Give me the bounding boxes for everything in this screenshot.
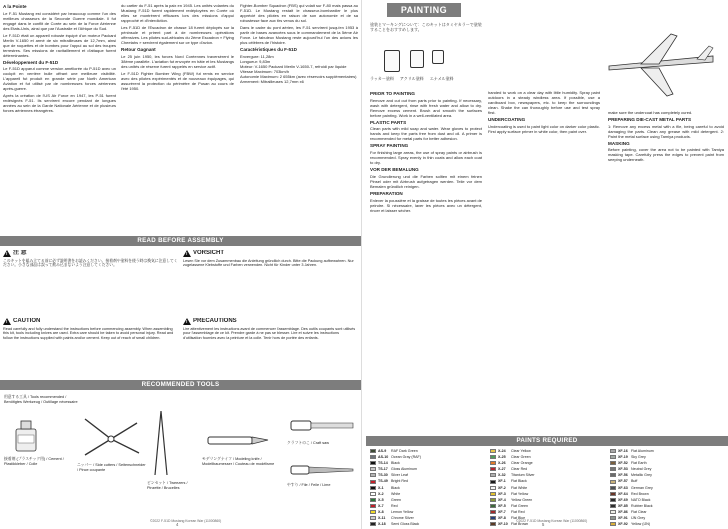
spec-item: Vitesse Maximum: 703km/h: [240, 68, 290, 74]
left-page: [0, 0, 362, 529]
plastic-parts-text: Clean parts with mild soap and water. Wear gloves to protect hands and keep the parts free from dust and oil. A primer is recommended for metal parts for better adhesion.: [370, 126, 482, 142]
paint-code: X-27: [498, 467, 506, 472]
prior-to-painting-heading: PRIOR TO PAINTING: [370, 91, 416, 96]
paint-code: XF-4: [498, 497, 506, 502]
paint-list-col-1: [370, 448, 486, 527]
footer-copyright: ©2022 F-51D Mustang Korean War (11000860): [150, 518, 222, 523]
right-page: [366, 0, 728, 529]
paint-swatch: [370, 467, 376, 471]
paint-type-labels: [370, 76, 482, 84]
spray-continued-text: handed to work on a clear day with little humidity. Spray paint outdoors in a steady windless area. If possible, use a cardboard box, newspapers, etc. to keep the surroundings clean. Shake the can thoroughly before use and test spray first.: [488, 90, 600, 115]
aircraft-illustration: [601, 26, 721, 106]
paint-name: Clear Orange: [511, 461, 533, 466]
paint-name: NATO Black: [631, 497, 651, 502]
paint-swatch: [610, 480, 616, 484]
paint-swatch: [610, 516, 616, 520]
paint-code: XF-8: [498, 516, 506, 521]
undercoat-note: make sure the undercoat has completely cured.: [608, 110, 693, 115]
cement-bottle-icon: [8, 415, 48, 455]
warning-en-text: Read carefully and fully understand the instructions before commencing assembly. When assembling this kit, tools including knives are used. Extra care should be taken to avoid personal injury. Read and follow the instructions supplied with paints and/or cement. Keep out of reach of small children.: [3, 326, 174, 340]
recommended-tools-bar: RECOMMENDED TOOLS: [0, 380, 361, 390]
masking-heading: MASKING: [608, 140, 630, 146]
craft-saw-icon: [287, 411, 357, 441]
paint-code: X-8: [378, 509, 384, 514]
paint-code: X-5: [378, 497, 384, 502]
tweezers-icon: [152, 409, 170, 479]
warning-de-text: Lesen Sie vor dem Zusammenbau die Anleitung gründlich durch. Bitte die Packung aufbewahren. Nur zugelassene Klebstoffe und Farben verwenden. Nicht für Kinder unter 3 Jahren.: [183, 258, 354, 268]
history-para: Le F-51D Fighter Bomber Wing (FBW) fut remis en service avec des pilotes expérimentés et de nouveaux équipages, qui assurèrent la protection du périmètre de Pusan au cours de l'été 1950.: [121, 70, 234, 91]
warning-de: [183, 250, 358, 308]
paint-name: Flat Blue: [511, 516, 526, 521]
history-para: Les F-51D de l'Escadron de chasse 18 furent déployés sur la péninsule et prirent part à de nombreuses opérations offensives. Les pilotes sud-africains du 2ème Escadron « Flying Cheetahs » servirent également sur ce type d'avion.: [121, 25, 234, 45]
spec-item: Moteur: V-1650 Packard Merlin V-1650-7, refroidi par liquide: [240, 63, 347, 69]
masking-text: Before painting, cover the area not to be painted with Tamiya masking tape. Carefully press the edges to prevent paint from seeping underneath.: [608, 147, 724, 163]
paint-row: [610, 521, 726, 527]
paint-code: X-18: [378, 522, 386, 527]
paint-swatch: [490, 498, 496, 502]
paint-name: German Grey: [631, 485, 653, 490]
de-text: Die Grundierung und die Farben sollten mit einem feinen Pinsel oder mit Airbrush aufgetragen werden. Teile vor dem Bemalen gründlich reinigen.: [370, 173, 482, 189]
paint-swatch: [490, 492, 496, 496]
paint-code: X-24: [498, 449, 506, 453]
history-para: Le F-51D était un appareil robuste équipé d'un moteur Packard Merlin V-1650 et armé de six mitrailleuses de 12,7mm, ainsi que de roquettes et de bombes pour l'appui au sol des troupes terrestres. Ses missions de ravitaillement et d'attaque furent déterminantes.: [3, 32, 116, 58]
paint-name: RAF Dark Green: [391, 449, 418, 453]
paint-code: X-26: [498, 461, 506, 466]
paint-name: Black: [391, 461, 400, 466]
paint-swatch: [610, 455, 616, 459]
paint-swatch: [490, 510, 496, 514]
paint-name: Flat Green: [511, 503, 528, 508]
paint-name: Flat Yellow: [511, 491, 529, 496]
paint-name: Neutral Grey: [631, 467, 652, 472]
paint-code: X-1: [378, 485, 384, 490]
paint-swatch: [490, 461, 496, 465]
paint-code: XF-63: [618, 485, 628, 490]
paint-code: XF-1: [498, 479, 506, 484]
paint-swatch: [610, 467, 616, 471]
spec-item: Envergure: 11,28m: [240, 53, 274, 59]
tool-tweezers-label: ピンセット / Tweezers / Pinzette / Brucelles: [147, 481, 188, 490]
painting-column-1: [370, 90, 482, 485]
warning-en-head: CAUTION: [13, 318, 41, 324]
paint-code: X-32: [498, 473, 506, 478]
paint-name: Flat Black: [511, 479, 527, 484]
paint-code: XF-3: [498, 491, 506, 496]
painting-column-2: [488, 90, 600, 485]
history-para: Après la création de l'US Air Force en 1947, les P-51 furent redésignés F-51. Ils servirent encore pendant de longues années au sein de la Garde Nationale Aérienne et de plusieurs forces aériennes étrangères.: [3, 93, 116, 114]
tool-cement-label: 接着剤 (プラスチック用) / Cement / Plastikkleber / Colle: [4, 457, 64, 466]
spec-item: Autonomie Maximum: 2 655km (avec réservoirs supplémentaires): [240, 73, 357, 79]
paint-code: XF-5: [498, 503, 506, 508]
footer-copyright: ©2022 F-51D Mustang Korean War (11000860): [516, 518, 588, 523]
paint-swatch: [370, 486, 376, 490]
tool-file-label: やすり / File / Feile / Lime: [287, 483, 331, 487]
paint-name: Flat Clear: [631, 509, 647, 514]
paint-name: Black: [391, 485, 400, 490]
paint-name: Lemon Yellow: [391, 509, 414, 514]
prior-to-painting-text: Remove and cut out from parts prior to painting. If necessary, wash with detergent, rinse with fresh water and allow to dry. Remove excess cement. Brush and smooth the surfaces before painting. Work in a well-ventilated area.: [370, 97, 482, 118]
paint-name: White: [391, 491, 401, 496]
paint-code: TS-49: [378, 479, 388, 484]
paint-type-label: ラッカー塗料: [370, 76, 394, 81]
painting-title: PAINTING: [387, 3, 461, 17]
tools-section: [2, 393, 360, 519]
side-cutters-icon: [77, 413, 147, 461]
history-column-3: [240, 3, 358, 235]
page-number: 5: [542, 521, 545, 527]
paint-name: Flat Aluminum: [631, 449, 654, 453]
paint-code: XF-56: [618, 473, 628, 478]
paint-code: XF-85: [618, 503, 628, 508]
history-column-1: [3, 3, 116, 235]
paint-name: Semi Gloss Black: [391, 522, 420, 527]
paint-type-label: アクリル塗料: [399, 76, 424, 81]
paint-list-col-2: [490, 448, 606, 527]
paint-swatch: [610, 492, 616, 496]
paint-code: XF-92: [618, 522, 628, 527]
plastic-parts-heading: PLASTIC PARTS: [370, 119, 407, 125]
tool-cutters-label: ニッパー / Side cutters / Seitenschneider / Pince coupante: [77, 463, 146, 472]
paint-code: XF-53: [618, 467, 628, 472]
history-title: A la Pointe: [3, 4, 27, 9]
tool-knife-label: モデリングナイフ / Modeling knife / Modellbaumesser / Couteau de modélisme: [202, 457, 275, 466]
paint-code: AS-9: [378, 449, 387, 453]
paint-swatch: [610, 504, 616, 508]
warning-triangle-icon: [183, 250, 191, 257]
fr-heading: PREPARATION: [370, 190, 403, 196]
paint-name: Buff: [631, 479, 638, 484]
history-subtitle: Développement du F-51D: [3, 59, 59, 65]
paint-name: Metallic Grey: [631, 473, 652, 478]
paint-name: Gloss Aluminum: [391, 467, 417, 472]
paint-code: X-25: [498, 455, 506, 460]
specs-title: Caractéristiques du F-51D: [240, 47, 297, 52]
paint-swatch: [610, 461, 616, 465]
paint-swatch: [490, 467, 496, 471]
read-before-assembly-bar: READ BEFORE ASSEMBLY: [0, 236, 361, 246]
history-para: Le 25 juin 1950, les forces Nord Coréennes traversèrent le 38ème parallèle. L'aviation fut envoyée en hâte et les Mustangs des unités de réserve furent rappelés en service actif.: [121, 53, 234, 69]
paint-name: Flat Brown: [511, 522, 529, 527]
paint-list-col-3: [610, 448, 726, 527]
paint-row: [370, 521, 486, 527]
warning-triangle-icon: [183, 318, 191, 325]
paint-swatch: [490, 473, 496, 477]
paint-code: XF-91: [618, 516, 628, 521]
paint-swatch: [490, 480, 496, 484]
warning-fr-text: Lire attentivement les instructions avant de commencer l'assemblage. Des outils coupants sont utilisés pour l'assemblage de ce kit. Prendre garde à ne pas se blesser. Lire et suivre les instructions d'utilisation fournies avec la peinture et la colle. Tenir hors de portée des enfants.: [183, 326, 356, 340]
paint-code: XF-69: [618, 497, 628, 502]
paint-name: Flat White: [511, 485, 528, 490]
paint-swatch: [370, 461, 376, 465]
paint-code: X-7: [378, 503, 384, 508]
warning-fr: [183, 318, 358, 376]
paint-code: XF-10: [498, 522, 508, 527]
file-icon: [287, 459, 357, 481]
paint-name: Flat Earth: [631, 461, 647, 466]
history-para: Fighter-Bomber Squadron (FBS) qui volait sur F-80 mais passa au F-51D. Le Mustang restait le chasseur-bombardier le plus apprécié des pilotes en raison de son autonomie et de sa robustesse face aux tirs venus du sol.: [240, 3, 358, 23]
paint-code: XF-19: [618, 455, 628, 460]
paint-name: Silver Leaf: [391, 473, 408, 478]
paint-code: TS-14: [378, 461, 388, 466]
lacquer-jar-icon: [384, 50, 400, 72]
paint-name: Titanium Silver: [511, 473, 535, 478]
paint-swatch: [370, 516, 376, 520]
paint-code: XF-16: [618, 449, 628, 453]
paint-name: Rubber Black: [631, 503, 653, 508]
paint-name: Bright Red: [391, 479, 408, 484]
paint-code: AS-10: [378, 455, 389, 460]
paint-code: XF-2: [498, 485, 506, 490]
history-para: Le F-51D apparut comme version améliorée du P-51D avec un cockpit en verrière bulle offrant une meilleure visibilité. L'appareil fut produit en grande série par North American Aviation et fut utilisé par de nombreuses forces aériennes après-guerre.: [3, 66, 116, 92]
paint-name: Clear Yellow: [511, 449, 531, 453]
paint-name: Red Brown: [631, 491, 649, 496]
paint-name: Flat Red: [511, 509, 525, 514]
warning-triangle-icon: [3, 318, 11, 325]
paint-code: XF-86: [618, 509, 628, 514]
paint-name: Yellow Green: [511, 497, 533, 502]
paint-swatch: [490, 516, 496, 520]
warning-de-head: VORSICHT: [193, 250, 225, 256]
warning-jp-text: このキットを組み立てる前に必ず説明書をお読みください。接着剤や塗料を使う時は換気に注意してください。小さな部品は誤って飲み込まないよう注意してください。: [3, 258, 178, 268]
warning-en: [3, 318, 178, 376]
paint-swatch: [490, 504, 496, 508]
paint-swatch: [610, 498, 616, 502]
history-para: du cartier du F-51 après la paix en 1945. Les unités volantes du Mustang F-51D furent rapidement redéployées en Corée où elles se montrèrent efficaces lors des missions d'appui rapproché et d'interdiction.: [121, 3, 234, 23]
enamel-jar-icon: [432, 50, 444, 64]
paint-name: Red: [391, 503, 398, 508]
metal-parts-heading: PREPARING DIE-CAST METAL PARTS: [608, 117, 692, 122]
paint-code: XF-52: [618, 461, 628, 466]
paint-swatch: [610, 486, 616, 490]
paint-swatch: [610, 449, 616, 453]
undercoating-text: Undercoating is used to paint light color on darker color plastic. First apply surface primer in white color, then paint over.: [488, 123, 600, 134]
paint-name: Green: [391, 497, 401, 502]
paint-code: XF-7: [498, 509, 506, 514]
paint-code: X-11: [378, 516, 386, 521]
paint-name: Sky Grey: [631, 455, 646, 460]
jp-intro: 塗装とマーキングについて：このキットはタミヤカラーで塗装することをおすすめします。: [370, 22, 482, 32]
paint-swatch: [490, 522, 496, 526]
paint-swatch: [370, 455, 376, 459]
de-heading: VOR DER BEMALUNG: [370, 167, 419, 173]
metal-parts-text: 1: Remove any excess metal with a file, being careful to avoid damaging the parts. Clean any grease with mild detergent. 2: Paint the metal surface using Tamiya products.: [608, 123, 724, 139]
history-para: Dans le cadre du pont aérien, les F-51 servirent jusqu'en 1953 à partir de bases avancées sous le commandement de la 5ème Air Force. Le fabuleux Mustang reste aujourd'hui l'un des avions les plus célèbres de l'histoire.: [240, 25, 358, 45]
paint-name: Clear Red: [511, 467, 528, 472]
warning-jp: [3, 250, 178, 308]
paint-name: Ocean Gray (RAF): [391, 455, 421, 460]
spray-painting-text: For finishing large areas, the use of spray paints or airbrush is recommended. Spray evenly in thin coats and allow each coat to dry.: [370, 150, 482, 166]
tool-saw-label: クラフトのこ / Craft saw: [287, 441, 329, 445]
paint-swatch: [370, 522, 376, 526]
history-column-2: [121, 3, 234, 235]
paint-swatch: [370, 449, 376, 453]
fr-text: Enlever la poussière et la graisse de toutes les pièces avant de peindre. Si nécessaire, laver les pièces avec un détergent, rincer et laisser sécher.: [370, 197, 482, 213]
paint-swatch: [610, 510, 616, 514]
paint-swatch: [610, 522, 616, 526]
warning-jp-head: 注 意: [13, 250, 27, 256]
paint-swatch: [370, 480, 376, 484]
page-number: 4: [176, 521, 179, 527]
spec-item: Longueur: 9,83m: [240, 58, 271, 64]
paint-swatch: [370, 473, 376, 477]
paint-swatch: [370, 492, 376, 496]
paint-code: XF-57: [618, 479, 628, 484]
paint-code: X-2: [378, 491, 384, 496]
paint-code: XF-64: [618, 491, 628, 496]
spec-item: Armement: Mitrailleuses 12,7mm x6: [240, 78, 304, 84]
history-para: Le F-51 Mustang est considéré par beaucoup comme l'un des meilleurs chasseurs de la Seconde Guerre mondiale. Il fut engagé dans le conflit de Corée au sein de la Force Aérienne des Etats-Unis, ainsi que par l'Australie et l'Afrique du Sud.: [3, 10, 116, 31]
paint-swatch: [490, 449, 496, 453]
paint-code: TS-17: [378, 467, 388, 472]
paint-swatch: [610, 473, 616, 477]
paint-swatch: [370, 510, 376, 514]
paint-swatch: [490, 455, 496, 459]
paint-swatch: [370, 504, 376, 508]
paint-code: TS-30: [378, 473, 388, 478]
paint-name: IJN Grey: [631, 516, 646, 521]
paint-name: Chrome Silver: [391, 516, 414, 521]
warning-fr-head: PRECAUTIONS: [193, 318, 237, 324]
tools-heading: 用意する工具 / Tools recommended / Benötigtes Werkzeug / Outillage nécessaire: [4, 395, 78, 404]
paint-type-label: エナメル塗料: [429, 76, 454, 81]
warning-triangle-icon: [3, 250, 11, 257]
paint-swatch: [370, 498, 376, 502]
acrylic-jar-icon: [410, 50, 424, 68]
undercoating-heading: UNDERCOATING: [488, 117, 526, 122]
history-subtitle: Retour Gagnant: [121, 47, 156, 52]
paints-required-bar: PAINTS REQUIRED: [366, 436, 728, 446]
paint-name: Yellow (IJN): [631, 522, 651, 527]
paint-swatch: [490, 486, 496, 490]
paint-name: Clear Green: [511, 455, 531, 460]
spray-painting-heading: SPRAY PAINTING: [370, 143, 409, 149]
painting-column-3: [608, 110, 724, 485]
